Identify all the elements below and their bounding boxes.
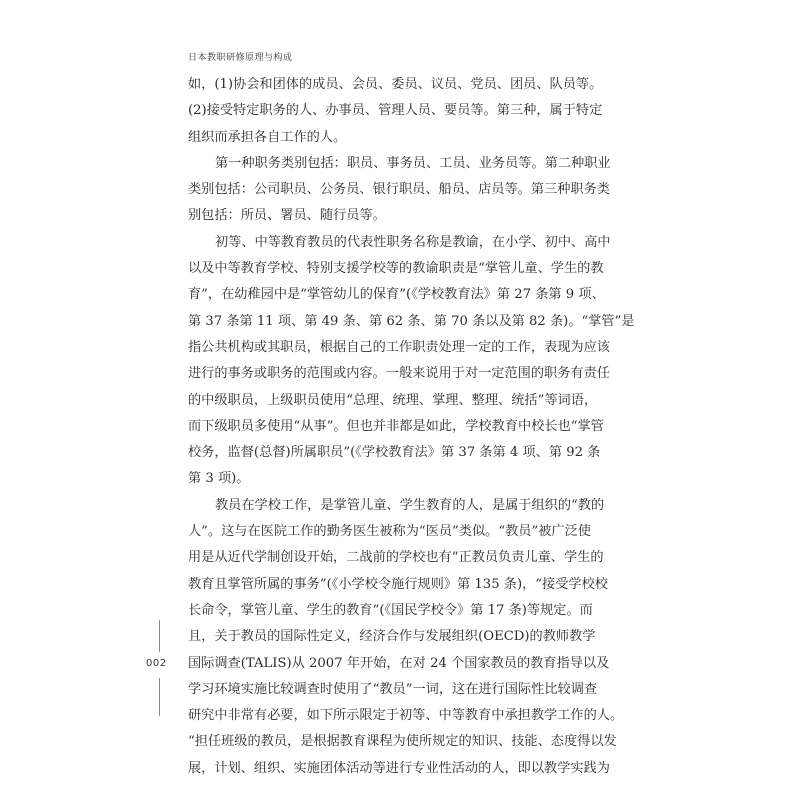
text-line: 初等、中等教育教员的代表性职务名称是教谕，在小学、初中、高中 — [215, 234, 611, 250]
text-line: 而下级职员多使用“从事”。但也并非都是如此，学校教育中校长也“掌管 — [188, 418, 604, 434]
text-line: “担任班级的教员，是根据教育课程为使所规定的知识、技能、态度得以发 — [188, 734, 617, 750]
margin-rule-bottom — [159, 678, 160, 716]
body-text — [188, 72, 635, 782]
text-line: 研究中非常有必要，如下所示限定于初等、中等教育中承担教学工作的人。 — [188, 708, 624, 724]
text-line: 以及中等教育学校、特别支援学校等的教谕职责是“掌管儿童、学生的教 — [188, 261, 604, 277]
text-line: 育”，在幼稚园中是“掌管幼儿的保育”(《学校教育法》第 27 条第 9 项、 — [188, 287, 605, 303]
text-line: 别包括：所员、署员、随行员等。 — [188, 208, 386, 224]
text-line: 第 3 项)。 — [188, 471, 250, 487]
running-header: 日本教职研修原理与构成 — [188, 53, 293, 63]
text-line: 教育且掌管所属的事务”(《小学校令施行规则》第 135 条)，“接受学校校 — [188, 576, 608, 592]
text-line: 学习环境实施比较调查时使用了“教员”一词，这在进行国际性比较调查 — [188, 681, 598, 697]
text-line: 展，计划、组织、实施团体活动等进行专业性活动的人，即以教学实践为 — [188, 760, 610, 776]
text-line: (2)接受特定职务的人、办事员、管理人员、要员等。第三种，属于特定 — [188, 103, 603, 119]
text-line: 国际调查(TALIS)从 2007 年开始，在对 24 个国家教员的教育指导以及 — [188, 655, 610, 671]
page-number: 002 — [146, 658, 167, 669]
text-line: 校务，监督(总督)所属职员”(《学校教育法》第 37 条第 4 项、第 92 条 — [188, 445, 601, 461]
text-line: 第一种职务类别包括：职员、事务员、工员、业务员等。第二种职业 — [215, 155, 611, 171]
text-line: 进行的事务或职务的范围或内容。一般来说用于对一定范围的职务有责任 — [188, 366, 610, 382]
text-line: 人”。这与在医院工作的勤务医生被称为“医员”类似。“教员”被广泛使 — [188, 524, 591, 540]
text-line: 教员在学校工作，是掌管儿童、学生教育的人，是属于组织的“教的 — [215, 497, 605, 513]
text-line: 组织而承担各自工作的人。 — [188, 129, 347, 145]
text-line: 如，(1)协会和团体的成员、会员、委员、议员、党员、团员、队员等。 — [188, 77, 603, 92]
text-line: 用是从近代学制创设开始，二战前的学校也有“正教员负责儿童、学生的 — [188, 550, 604, 566]
text-line: 且，关于教员的国际性定义，经济合作与发展组织(OECD)的教师教学 — [188, 629, 596, 645]
text-line: 长命令，掌管儿童、学生的教育”(《国民学校令》第 17 条)等规定。而 — [188, 602, 593, 618]
text-line: 第 37 条第 11 项、第 49 条、第 62 条、第 70 条以及第 82 条)。“掌管”是 — [188, 313, 635, 329]
text-line: 类别包括：公司职员、公务员、银行职员、船员、店员等。第三种职务类 — [188, 182, 610, 198]
text-line: 指公共机构或其职员，根据自己的工作职责处理一定的工作，表现为应该 — [188, 339, 610, 355]
text-line: 的中级职员，上级职员使用“总理、统理、掌理、整理、统括”等词语， — [188, 392, 598, 408]
margin-rule-top — [159, 620, 160, 652]
